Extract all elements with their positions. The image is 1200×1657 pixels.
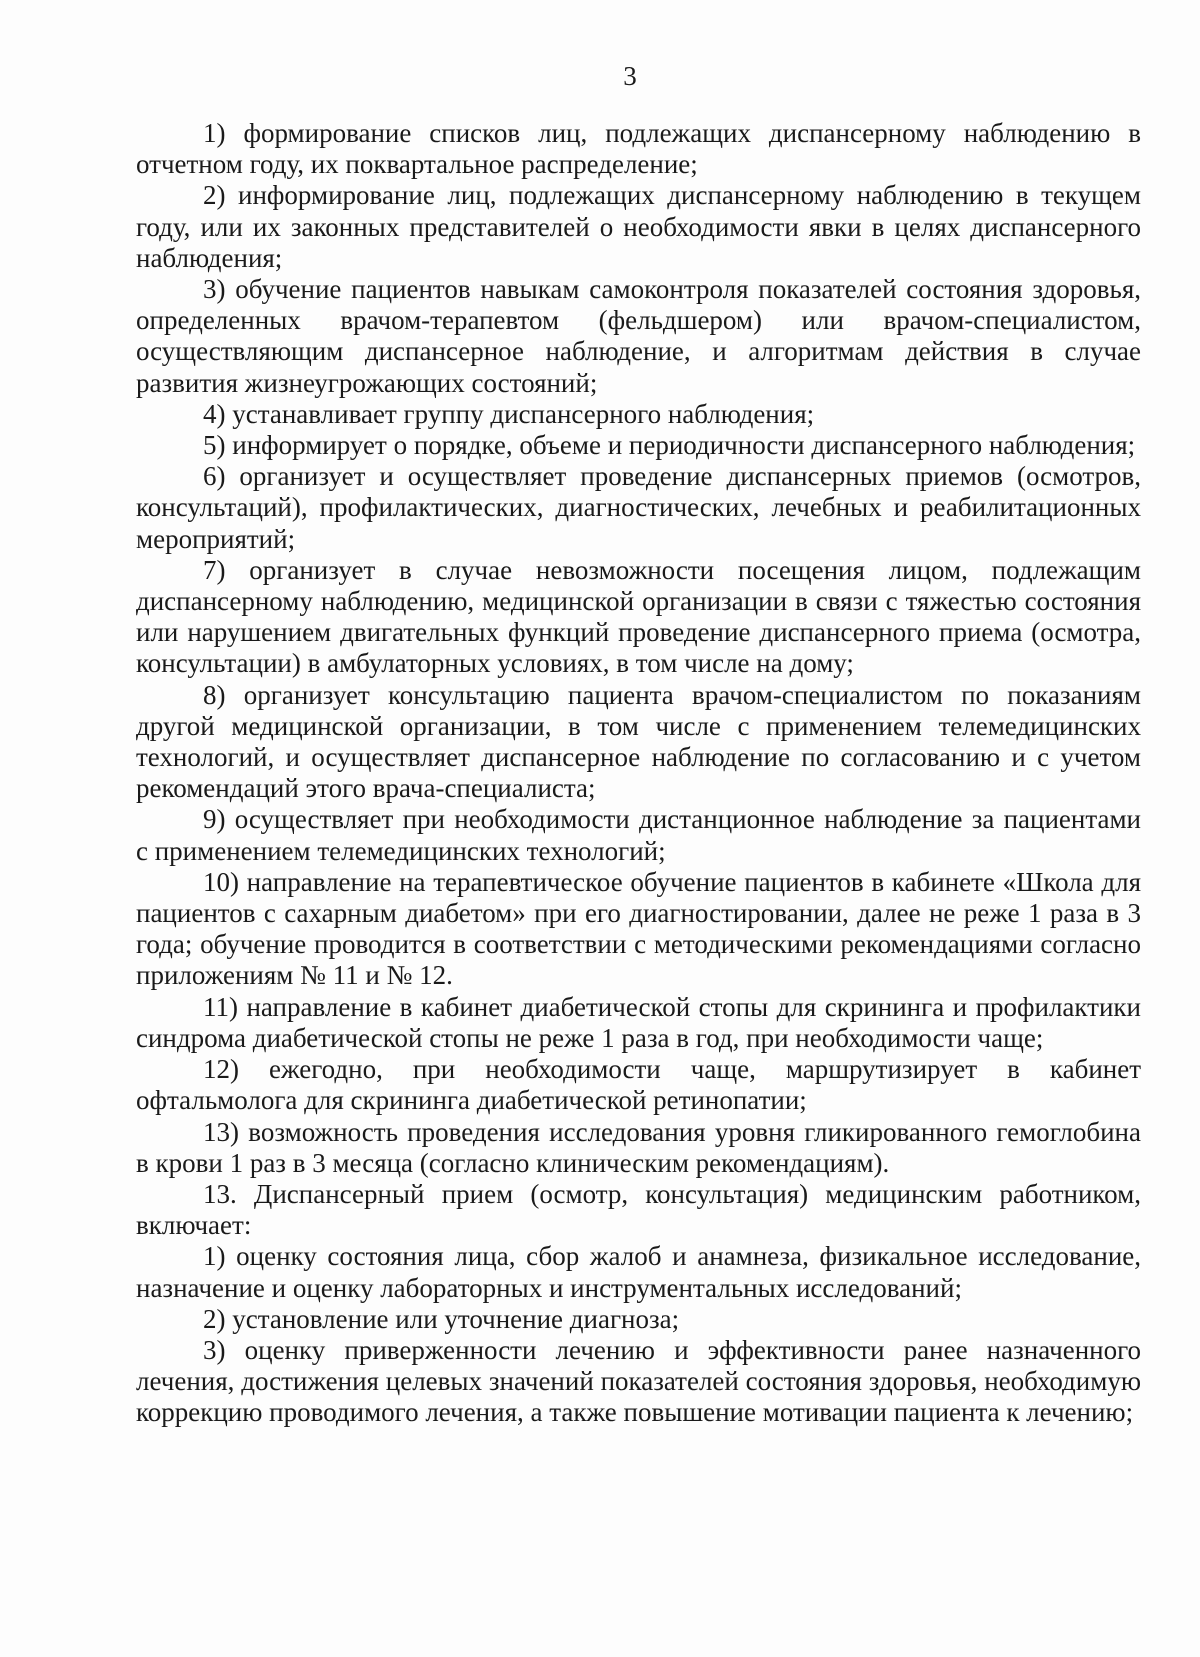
paragraph-16: 3) оценку приверженности лечению и эффективности ранее назначенного лечения, достижения целевых значений показателей состояния здоровья, необходимую коррекцию проводимого лечения, а также повышение мотивации пациента к лечению;: [136, 1334, 1141, 1428]
paragraph-11: 11) направление в кабинет диабетической стопы для скрининга и профилактики синдрома диабетической стопы не реже 1 раза в год, при необходимости чаще;: [136, 991, 1141, 1053]
paragraph-12: 12) ежегодно, при необходимости чаще, маршрутизирует в кабинет офтальмолога для скрининга диабетической ретинопатии;: [136, 1054, 1141, 1116]
paragraph-15: 2) установление или уточнение диагноза;: [203, 1303, 680, 1334]
document-body: [136, 118, 1141, 1429]
paragraph-10: 10) направление на терапевтическое обучение пациентов в кабинете «Школа для пациентов с сахарным диабетом» при его диагностировании, далее не реже 1 раза в 3 года; обучение проводится в соответствии с методическими рекомендациями согласно приложениям № 11 и № 12.: [136, 866, 1141, 991]
paragraph-4: 4) устанавливает группу диспансерного наблюдения;: [203, 398, 815, 429]
paragraph-13: 13) возможность проведения исследования уровня гликированного гемоглобина в крови 1 раз в 3 месяца (согласно клиническим рекомендациям).: [136, 1116, 1141, 1178]
page-number: 3: [623, 61, 637, 91]
paragraph-3: 3) обучение пациентов навыкам самоконтроля показателей состояния здоровья, определенных врачом-терапевтом (фельдшером) или врачом-специалистом, осуществляющим диспансерное наблюдение, и алгоритмам действия в случае развития жизнеугрожающих состояний;: [136, 274, 1141, 398]
paragraph-9: 9) осуществляет при необходимости дистанционное наблюдение за пациентами с применением телемедицинских технологий;: [136, 804, 1141, 866]
paragraph-5: 5) информирует о порядке, объеме и периодичности диспансерного наблюдения;: [203, 430, 1136, 461]
paragraph-1: 1) формирование списков лиц, подлежащих диспансерному наблюдению в отчетном году, их поквартальное распределение;: [136, 118, 1141, 180]
paragraph-6: 6) организует и осуществляет проведение диспансерных приемов (осмотров, консультаций), профилактических, диагностических, лечебных и реабилитационных мероприятий;: [136, 461, 1141, 554]
paragraph-2: 2) информирование лиц, подлежащих диспансерному наблюдению в текущем году, или их законных представителей о необходимости явки в целях диспансерного наблюдения;: [136, 180, 1141, 273]
paragraph-14: 1) оценку состояния лица, сбор жалоб и анамнеза, физикальное исследование, назначение и оценку лабораторных и инструментальных исследований;: [136, 1241, 1141, 1303]
section-13-heading: 13. Диспансерный прием (осмотр, консультация) медицинским работником, включает:: [136, 1178, 1141, 1241]
paragraph-7: 7) организует в случае невозможности посещения лицом, подлежащим диспансерному наблюдению, медицинской организации в связи с тяжестью состояния или нарушением двигательных функций проведение диспансерного приема (осмотра, консультации) в амбулаторных условиях, в том числе на дому;: [136, 554, 1141, 679]
paragraph-8: 8) организует консультацию пациента врачом-специалистом по показаниям другой медицинской организации, в том числе с применением телемедицинских технологий, и осуществляет диспансерное наблюдение по согласованию и с учетом рекомендаций этого врача-специалиста;: [136, 679, 1141, 804]
